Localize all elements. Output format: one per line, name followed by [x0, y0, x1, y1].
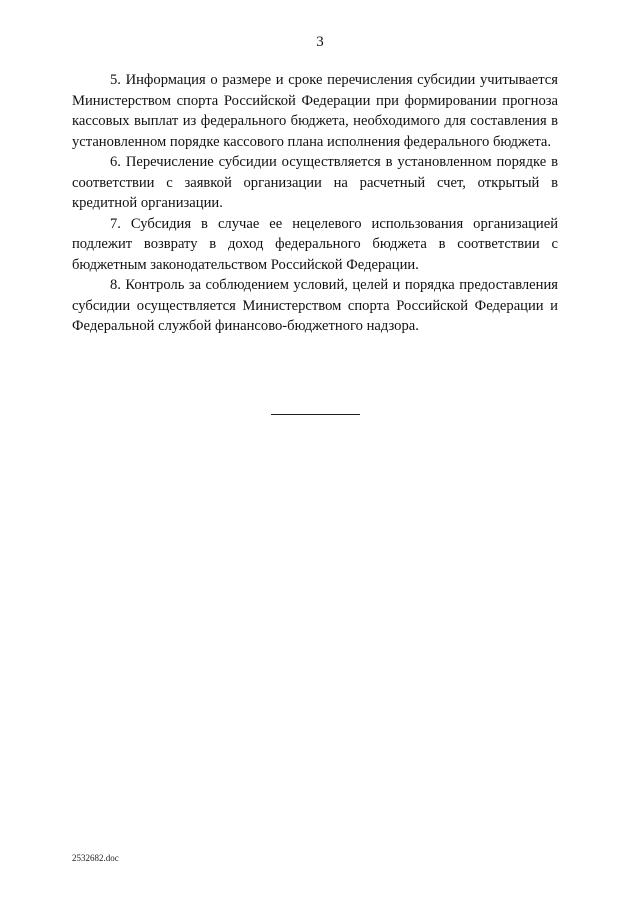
paragraph-5: 5. Информация о размере и сроке перечисления субсидии учитывается Министерством спорта Российской Федерации при формировании прогноза кассовых выплат из федерального бюджета, необходимого для составления в установленном порядке кассового плана исполнения федерального бюджета. — [72, 72, 558, 150]
end-divider — [271, 414, 360, 415]
document-body — [72, 70, 558, 337]
paragraph-8: 8. Контроль за соблюдением условий, целей и порядка предоставления субсидии осуществляется Министерством спорта Российской Федерации и Федеральной службой финансово-бюджетного надзора. — [72, 277, 558, 334]
paragraph-7: 7. Субсидия в случае ее нецелевого использования организацией подлежит возврату в доход федерального бюджета в соответствии с бюджетным законодательством Российской Федерации. — [72, 215, 558, 273]
footer-file-code: 2532682.doc — [72, 853, 119, 863]
page-number: 3 — [316, 34, 324, 50]
paragraph-6: 6. Перечисление субсидии осуществляется в установленном порядке в соответствии с заявкой организации на расчетный счет, открытый в кредитной организации. — [72, 154, 558, 211]
